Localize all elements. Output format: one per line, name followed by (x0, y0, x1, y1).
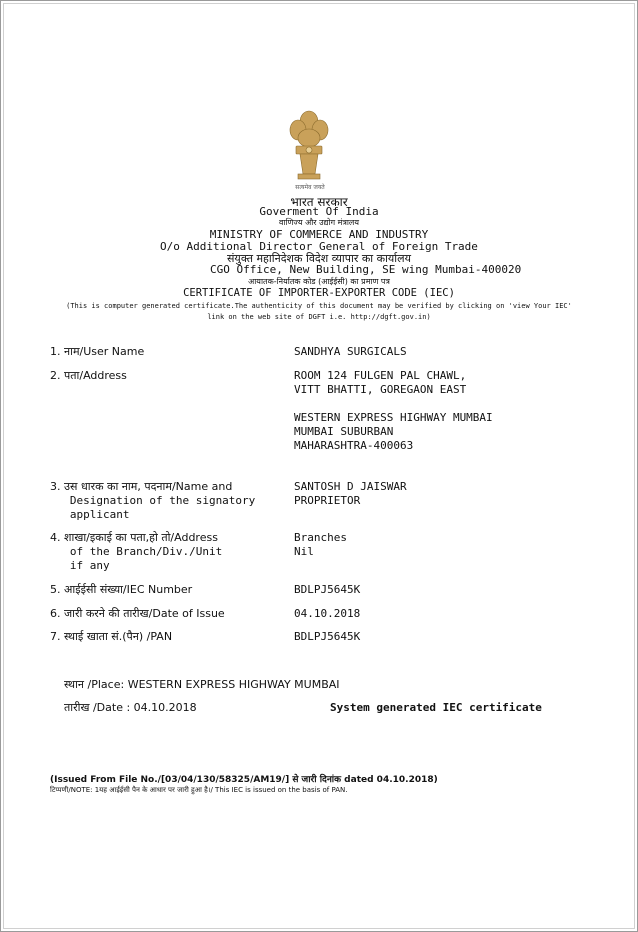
issued-from-file: (Issued From File No./[03/04/130/58325/AM19/] से जारी दिनांक dated 04.10.2018) (50, 775, 438, 785)
pan-basis-note: टिप्पणी/NOTE: 1यह आईईसी पैन के आधार पर जारी हुआ है।/ This IEC is issued on the basis of PAN. (50, 786, 348, 794)
address-label: 2. पता/Address (50, 369, 127, 382)
branch-value: Nil (294, 545, 314, 558)
signatory-name-value: SANTOSH D JAISWAR (294, 480, 407, 493)
address-line: WESTERN EXPRESS HIGHWAY MUMBAI (294, 411, 493, 424)
signatory-label-line: 3. उस धारक का नाम, पदनाम/Name and (50, 480, 233, 493)
authenticity-note-line1: (This is computer generated certificate.The authenticity of this document may be verified by clicking on 'view Your IEC' (66, 302, 572, 310)
address-line: ROOM 124 FULGEN PAL CHAWL, (294, 369, 467, 382)
signatory-label-line: Designation of the signatory (50, 494, 256, 507)
emblem-motto: सत्यमेव जयते (295, 184, 325, 191)
name-label: 1. नाम/User Name (50, 345, 145, 358)
address-line: MUMBAI SUBURBAN (294, 425, 394, 438)
authenticity-note-line2: link on the web site of DGFT i.e. http://dgft.gov.in) (207, 313, 431, 321)
signatory-designation-value: PROPRIETOR (294, 494, 361, 507)
address-line: MAHARASHTRA-400063 (294, 439, 414, 452)
header-office-hindi: संयुक्त महानिदेशक विदेश व्यापार का कार्यालय (227, 252, 411, 265)
address-line: VITT BHATTI, GOREGAON EAST (294, 383, 467, 396)
system-generated-label: System generated IEC certificate (330, 701, 542, 714)
national-emblem-icon (284, 108, 334, 192)
name-value: SANDHYA SURGICALS (294, 345, 407, 358)
place-line: स्थान /Place: WESTERN EXPRESS HIGHWAY MUMBAI (64, 678, 340, 691)
branch-label-line: if any (50, 559, 110, 572)
signatory-label-line: applicant (50, 508, 130, 521)
branch-heading-value: Branches (294, 531, 347, 544)
header-certificate-hindi: आयातक-निर्यातक कोड (आईईसी) का प्रमाण पत्र (248, 277, 390, 286)
iec-label: 5. आईईसी संख्या/IEC Number (50, 583, 193, 596)
header-govt-english: Goverment Of India (259, 205, 379, 218)
header-ministry-english: MINISTRY OF COMMERCE AND INDUSTRY (209, 228, 429, 241)
header-address: CGO Office, New Building, SE wing Mumbai-400020 (210, 263, 522, 276)
issue-date-label: 6. जारी करने की तारीख/Date of Issue (50, 607, 225, 620)
pan-value: BDLPJ5645K (294, 630, 361, 643)
pan-label: 7. स्थाई खाता सं.(पैन) /PAN (50, 630, 173, 643)
issue-date-value: 04.10.2018 (294, 607, 361, 620)
header-office-english: O/o Additional Director General of Foreign Trade (160, 240, 478, 253)
header-govt-hindi: भारत सरकार (290, 195, 348, 209)
branch-label-line: of the Branch/Div./Unit (50, 545, 223, 558)
place-date-line: तारीख /Date : 04.10.2018 (64, 701, 197, 714)
header-ministry-hindi: वाणिज्य और उद्योग मंत्रालय (278, 218, 359, 227)
certificate-title: CERTIFICATE OF IMPORTER-EXPORTER CODE (IEC) (183, 287, 455, 299)
iec-value: BDLPJ5645K (294, 583, 361, 596)
branch-label-line: 4. शाखा/इकाई का पता,हो तो/Address (50, 531, 218, 544)
